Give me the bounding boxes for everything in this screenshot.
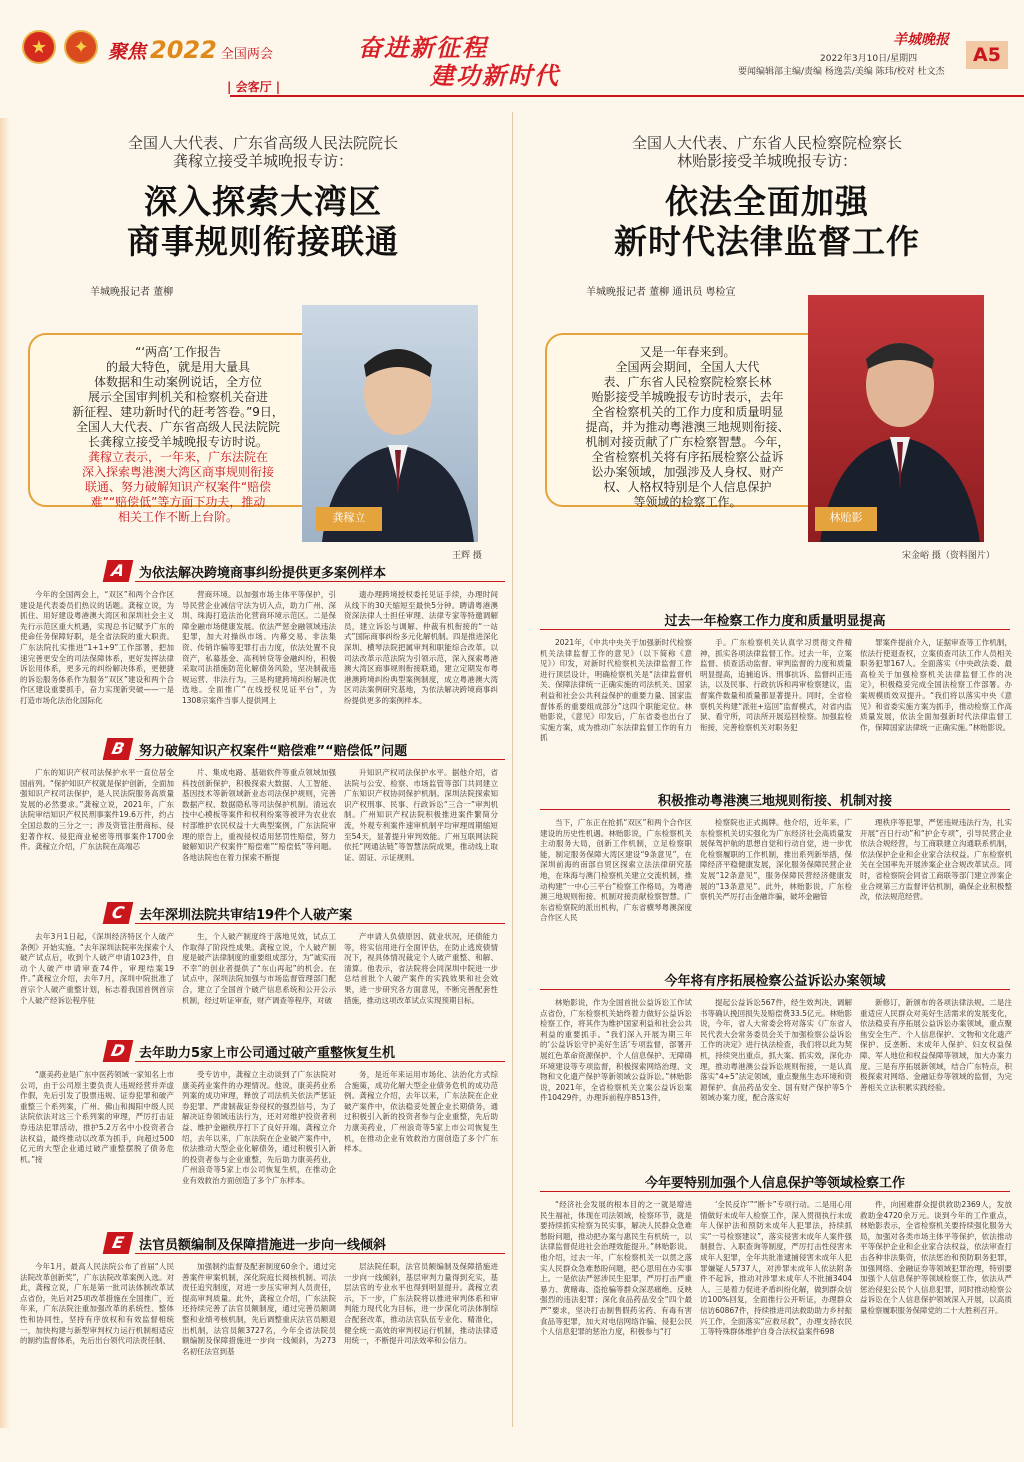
section-header-c [105, 902, 505, 924]
section-column [344, 932, 498, 1052]
intro-line: 提高，并为推动粤港澳三地规则衔接、 [585, 420, 790, 434]
paragraph: 营商环境。以加强市场主体平等保护，引导民营企业减信守法为切入点，助力广州、深圳、珠海打造法治化营商环境示范区。二是保障金融市场健康发展。依法严惩金融领域违法犯罪，加大对操纵市场、内幕交易、非法集资、传销诈骗等犯罪打击力度，依法处置不良资产，私募基金、高利转贷等金融纠纷，积极采取司法措施防范化解债务风险，坚决制裁违规运营、非法行为。三是构建跨境纠纷解决优选地。全面推广“在线授权见证平台”，为1308宗案件当事人提供网上 [182, 590, 336, 705]
paragraph: 新修订，新颁布的各项法律法规。二是注重适应人民群众对美好生活需求的发展变化，依法稳妥有序拓展公益诉讼办案领域，重点聚焦安全生产、个人信息保护、文物和文化遗产保护、反垄断、未成年人保护、妇女权益保障、军人地位和权益保障等领域，加大办案力度。三是有序拓展新领域，结合广东特点，积极探索对网络、金融证券等领域的监督，为完善相关立法积累实践经验。 [860, 998, 1012, 1092]
section-letter: D [103, 1040, 134, 1062]
intro-line: “‘两高’工作报告 [135, 345, 221, 359]
right-headline-line-1: 依法全面加强 [665, 182, 869, 221]
masthead-rule [230, 95, 1024, 97]
section-column [182, 1070, 336, 1245]
section-title: 去年助力5家上市公司通过破产重整恢复生机 [139, 1046, 396, 1061]
section-rule [540, 629, 1010, 630]
section-column [182, 932, 336, 1052]
year-label: 2022 [150, 36, 217, 64]
paragraph: 检察院也正式揭牌。他介绍，近年来，广东检察机关切实强化为广东经济社会高质量发展保驾护航的思想自觉和行动自觉，进一步优化检察履职的工作机制，推出系列新举措，保障经济平稳健康发展，深化服务保障民营企业发展“12条意见”，服务保障民营经济健康发展的“13条意见”。此外，林贻影说，广东检察机关严厉打击金融诈骗，破坏金融管 [700, 818, 852, 902]
newspaper-logo: 羊城晚报 [893, 32, 949, 48]
section-column [344, 1262, 498, 1462]
intro-line: 机制对接贡献了广东检察智慧。今年， [585, 435, 790, 449]
intro-line: 体数据和生动案例说话，全方位 [93, 375, 262, 389]
paragraph: 受专访中，龚稼立主动谈到了广东法院对康美药业案件的办理情况。他说，康美药业系列案的成功审理，释放了司法机关依法严惩证券犯罪、严肃制裁证券侵权的强烈信号，为了解决证券领域违法行为，还对对维护投资者利益、维护金融秩序打下了良好开端。龚稼立介绍，去年以来，广东法院在企业破产案件中，依法推动大型企业化解债务，通过积极引入新的投资者参与企业重整，先后助力康美药业，广州浪奇等5家上市公司恢复生机，在推动企业有效救治方面创造了多个广东样本。 [182, 1070, 336, 1185]
intro-line: 讼办案领域，加强涉及人身权、财产 [591, 465, 784, 479]
intro-line-highlight: 龚稼立表示，一年来，广东法院在 [87, 450, 268, 464]
paragraph: 罪案件提前介入，证据审查等工作机制，依法行使退查权，立案侦查司法工作人员相关职务犯罪167人。全面落实《中央政法委、最高检关于加强检察机关法律监督工作的决定》，积极稳妥完成全国法检察工作部署。办案规模质效双提升。“我们将以落实中央《意见》和省委实施方案为抓手，推动检察工作高质量发展，依法全面加强新时代法律监督工作，保障国家法律统一正确实施。”林贻影说。 [860, 638, 1012, 732]
page-number: A5 [966, 41, 1008, 69]
right-portrait [808, 295, 984, 542]
section-column [540, 1200, 692, 1435]
paragraph: 升知识产权司法保护水平。据他介绍，省法院与公安、检察、市场监管等部门共同建立广东知识产权协同保护机制。深圳法院探索知识产权刑事、民事、行政诉讼“三合一”审判机制。广州知识产权法院积极推进案件繁简分流，外观专利案件速审机制平均审理周期缩短至54天，显著提升审判效能。广州互联网法院依托“网通法链”等智慧法院成果，推动线上取证、固证、示证规则。 [344, 768, 498, 862]
intro-line: 表、广东省人民检察院检察长林 [603, 375, 772, 389]
section-column [700, 638, 852, 788]
intro-line: 等领域的检察工作。 [633, 495, 742, 509]
section-column [344, 1070, 498, 1245]
section-column [700, 1200, 852, 1435]
paragraph: 林贻影说，作为全国首批公益诉讼工作试点省份，广东检察机关始终着力做好公益诉讼检察工作，将其作为维护国家利益和社会公共利益的重要抓手。“我们深入开展为期三年的‘公益诉讼守护美好生活’专项监督，部署开展红色革命资源保护、个人信息保护、无障碍环境建设等专项监督，积极探索网络治理、文物和文化遗产保护等新领域公益诉讼。”林贻影说，2021年，全省检察机关立案公益诉讼案件10429件，办理诉前程序8513件， [540, 998, 692, 1103]
section-title: 法官员额编制及保障措施进一步向一线倾斜 [139, 1238, 387, 1253]
section-column [860, 1200, 1012, 1435]
paragraph: 理秩序等犯罪，严惩违规违法行为，扎实开展“百日行动”和“护企专项”，引导民营企业依法合规经营，与工商联建立沟通联系机制，依法保护企业和企业家合法权益。广东检察机关在全国率先开展涉案企业合规改革试点。同时，省检察院会同省工商联等部门建立涉案企业合规第三方监督评估机制，确保企业积极整改，依法规范经营。 [860, 818, 1012, 902]
paragraph: 当下，广东正在抢抓“双区”和两个合作区建设的历史性机遇。林贻影说，广东检察机关主动服务大局，创新工作机制，立足检察职能，制定服务保障大湾区建设“9条意见”，在深圳前海的南部自贸区探索立法法律研究基地，在珠海与澳门检察机关建立交流机制，推动构建“一中心三平台”检察工作格局，为粤港澳三地规则衔接、机制对接贡献检察智慧。广东省检察院的派出机构，广东省横琴粤澳深度合作区人民 [540, 818, 692, 923]
right-photo-tag: 林贻影 [815, 507, 877, 531]
slogan-line-1: 奋进新征程 [358, 34, 488, 62]
intro-line: 新征程、建功新时代的赶考答卷。”9日， [72, 405, 284, 419]
right-section-header [540, 1170, 1010, 1192]
cppcc-emblem-icon: ✦ [64, 30, 98, 64]
section-rule [135, 923, 505, 924]
section-column [860, 998, 1012, 1173]
intro-line-highlight: 难”“赔偿低”等方面下功夫，推动 [90, 495, 266, 509]
intro-line: 全省检察机关将有序拓展检察公益诉 [591, 450, 784, 464]
event-label: 全国两会 [220, 47, 273, 62]
intro-line: 权、人格权特别是个人信息保护 [603, 480, 772, 494]
section-rule [540, 1191, 1010, 1192]
slogan-line-2: 建功新时代 [430, 62, 560, 90]
left-byline: 羊城晚报记者 董柳 [90, 287, 174, 298]
column-divider [512, 112, 513, 1427]
section-rule [135, 1061, 505, 1062]
section-column [860, 818, 1012, 968]
intro-line-highlight: 相关工作不断上台阶。 [117, 510, 238, 524]
section-header-d [105, 1040, 505, 1062]
section-title: 去年深圳法院共审结19件个人破产案 [139, 908, 353, 923]
intro-line: 的最大特色，就是用大量具 [105, 360, 250, 374]
section-title: 为依法解决跨境商事纠纷提供更多案例样本 [139, 566, 387, 581]
left-article [18, 118, 508, 262]
paragraph: ‘全民反诈’”“断卡”专项行动。二是用心用情做好未成年人检察工作，深入贯彻执行未成年人保护法和预防未成年人犯罪法，持续抓实“一号检察建议”，落实侵害未成年人案件强制报告、入职查询等制度，严厉打击性侵害未成年人犯罪，全年共批准逮捕侵害未成年人犯罪嫌疑人5737人，对涉罪未成年人依法附条件不起诉，推动对涉罪未成年人不批捕3404人。三是着力促进矛盾纠纷化解，做到群众信访100%回复，全面推行公开听证，办理群众信访60867件，持续推进司法救助助力乡村振兴工作，全面落实“应救尽救”，办理支持农民工等特殊群体维护自身合法权益案件698 [700, 1200, 852, 1337]
section-column [860, 638, 1012, 788]
section-rule [135, 581, 505, 582]
focus-label: 聚焦 [108, 41, 147, 63]
section-column [344, 768, 498, 916]
section-column [540, 638, 692, 788]
section-column [182, 1262, 336, 1462]
intro-line: 全国两会期间，全国人大代 [615, 360, 760, 374]
paragraph: “康美药业是广东中医药领域一家知名上市公司，由于公司原主要负责人违规经营并弄虚作假，先后引发了股票违规、证券犯罪和破产重整三个系列案，广州、佛山和揭阳中级人民法院依法对这三个系列案的审理，严厉打击证券违法犯罪活动，推护5.2万名中小投资者合法权益，最终推动以改革为抓手，向超过500亿元的大型企业通过破产重整摆脱了债务危机。”接 [20, 1070, 174, 1164]
intro-line: 长龚稼立接受羊城晚报专访时说。 [87, 435, 268, 449]
right-section-header [540, 788, 1010, 810]
paragraph: 产申请人负债原因、就业状况，还债能力等，将实信用进行全面评估，在防止逃废债情况下，视具体情况裁定个人破产重整、和解、清算。他表示，省法院将会同深圳中院进一步总结首批个人破产案件的实践效果和社会效果，进一步研究各方面意见，不断完善配套性措施，推动这项改革试点实现预期目标。 [344, 932, 498, 1005]
section-column [540, 998, 692, 1173]
paragraph: 今年的全国两会上，“双区”和两个合作区建设是代表委员们热议的话题。龚稼立说，为抓住、用好建设粤港澳大湾区和深圳社会主义先行示范区重大机遇，实现总书记赋予广东的使命任务保障好职，是全省法院的重大职责。广东法院扎实推进“1+1+9”工作部署，把加速完善更安全的司法保障体系，更好发挥法律诉讼用体系，更多元的纠纷解决体系，更便捷的诉讼服务体系作为服务“双区”建设和两个合作区建设重要抓手，奋力实现新突破——一是打造市场化法治化国际化 [20, 590, 174, 705]
intro-line-highlight: 联通、努力破解知识产权案件“赔偿 [84, 480, 272, 494]
paragraph: 层法院任职，法官员额编制及保障措施进一步向一线倾斜，基层审判力量得到充实，基层法官的专业水平也得到明显提升。龚稼立表示，下一步，广东法院将以推进审判体系和审判能力现代化为目标，进一步深化司法体制综合配套改革，推动法官队伍专业化、精准化，健全统一高效的审判权运行机制，推动法律适用统一，不断提升司法效率和公信力。 [344, 1262, 498, 1346]
section-title: 今年要特别加强个人信息保护等领域检察工作 [644, 1176, 905, 1191]
section-column [20, 932, 174, 1052]
intro-line: 又是一年春来到。 [639, 345, 736, 359]
paragraph: 2021年，《中共中央关于加强新时代检察机关法律监督工作的意见》（以下简称《意见》）印发，对新时代检察机关法律监督工作进行顶层设计，明确检察机关是“法律监督机关、保障法律统一正确实施的司法机关、国家利益和社会公共利益保护的重要力量、国家监督体系的重要组成部分”这四个职能定位。林贻影说，《意见》印发后，广东省委也出台了实施方案，成为推动广东法律监督工作的有力抓 [540, 638, 692, 743]
paragraph: 务，是近年来运用市场化、法治化方式综合施策，成功化解大型企业债务危机的成功范例。龚稼立介绍，去年以来，广东法院在企业破产案件中，依法稳妥处置企业长期债务，通过积极引入新的投资者参与企业重整，先后助力康美药业，广州浪奇等5家上市公司恢复生机，在推动企业有效救治方面创造了多个广东样本。 [344, 1070, 498, 1154]
paragraph: 广东的知识产权司法保护水平一直位居全国前列。“保护知识产权就是保护创新，全面加强知识产权司法保护，是人民法院服务高质量发展的必然要求。”龚稼立说，2021年，广东法院审结知识产权民刑事案件19.6万件，约占全国总数的三分之一；涉及资管注册商标、侵犯著作权、侵犯商业秘密等刑事案件1700余件。龚稼立介绍，广东法院在高端芯 [20, 768, 174, 852]
section-column [182, 768, 336, 916]
left-lead-line-1: 全国人大代表、广东省高级人民法院院长 [127, 134, 398, 152]
section-column [700, 818, 852, 968]
section-letter: E [103, 1232, 134, 1254]
section-title: 努力破解知识产权案件“赔偿难”“赔偿低”问题 [139, 744, 408, 759]
paragraph: 片、集成电路、基础软件等重点领域加强科技创新保护，积极探索大数据、人工智能、基因技术等新领域新业态司法保护规则，完善数据产权、数据隐私等司法保护机制。清远农技中心模板等案件和权利纷案等被评为农业农村部维护农民权益十大典型案例，广东法院审理的原告上，重视侵权适用惩罚性赔偿，努力破解知识产权案件“赔偿难”“赔偿低”等问题。各地法院也在着力探索不断提 [182, 768, 336, 862]
section-rule [540, 989, 1010, 990]
paragraph: 今年1月，最高人民法院公布了首届“人民法院改革创新奖”，广东法院改革案例入选。对此，龚稼立说，广东是第一批司法体制改革试点省份，先后对25项改革措施在全国推广，近年来，广东法院注重加强改革的系统性、整体性和协同性，坚持有序放权和有效监督相统一，加快构建与新型审判权力运行机制相适应的制约监督体系，先后出台领代司法责任制、 [20, 1262, 174, 1346]
right-section-header [540, 608, 1010, 630]
left-lead-line-2: 龚稼立接受羊城晚报专访： [172, 152, 353, 170]
right-headline-line-2: 新时代法律监督工作 [614, 222, 920, 261]
section-title: 积极推动粤港澳三地规则衔接、机制对接 [657, 794, 892, 809]
paragraph: 手。广东检察机关认真学习贯彻文件精神，抓实各项法律监督工作。过去一年，立案监督、侦查活动监督、审判监督的力度和质量明显提高，追捕追诉、刑事抗诉、监督纠正违法，以及民事、行政抗诉和再审检察建议，监督案件数量和质量都显著提升。同时，全省检察机关构建“派驻+巡回”监督模式，对省内监狱、看守所，司法所开展巡回检察。加强监检衔接，完善检察机关对职务犯 [700, 638, 852, 732]
national-emblem-icon: ★ [22, 30, 56, 64]
intro-line: 展示全国审判机关和检察机关奋进 [87, 390, 268, 404]
section-letter: C [103, 902, 134, 924]
intro-line: 贻影接受羊城晚报专访时表示，去年 [591, 390, 784, 404]
paragraph: 去年3月1日起，《深圳经济特区个人破产条例》开始实施。“去年深圳法院率先探索个人破产试点后，收到个人破产申请1023件，自动个人破产申请审查74件，审理结案19件。”龚稼立介绍，去年7月，深圳中院批准了首宗个人破产重整计划，标志着我国首例首宗个人破产经诉讼程序驻 [20, 932, 174, 1005]
section-title: 过去一年检察工作力度和质量明显提高 [664, 614, 886, 629]
section-column [20, 1070, 174, 1245]
section-column [700, 998, 852, 1173]
section-letter: B [103, 738, 134, 760]
section-column [20, 1262, 174, 1462]
slogan [338, 28, 638, 88]
left-photo-credit: 王辉 摄 [452, 551, 482, 561]
right-lead-line-2: 林贻影接受羊城晚报专访： [676, 152, 857, 170]
left-photo-tag: 龚稼立 [316, 507, 382, 531]
section-rule [135, 1253, 505, 1254]
intro-line-highlight: 深入探索粤港澳大湾区商事规则衔接 [81, 465, 274, 479]
editor-credits: 要闻编辑部主编/责编 杨逸芸/美编 陈玮/校对 杜文杰 [738, 67, 945, 77]
section-rule [540, 809, 1010, 810]
right-article [522, 118, 1012, 262]
paragraph: 提起公益诉讼567件，经生效判决、调解书等确认挽回损失及赔偿费33.5亿元。林贻影说，今年，省人大常委会将对落实《广东省人民代表大会常务委员会关于加强检察公益诉讼工作的决定》进行执法检查，我们将以此为契机，持续突出重点，抓大案、抓实效，深化办理，推动粤港澳公益诉讼规则衔接，一是认真落实“4+5”法定领域，重点聚焦生态环境和资源保护、食品药品安全、国有财产保护等5个领域办案力度，配合落实好 [700, 998, 852, 1103]
section-column [20, 768, 174, 916]
paragraph: 生，个人破产制度终于落地见效，试点工作取得了阶段性成果。龚稼立说，个人破产制度是破产法律制度的重要组成部分，为“诚实而不幸”的创业者提供了“东山再起”的机会。在试点中，深圳法院加强与市场监督管理部门配合，建立了全国首个破产信息系统和公开公示机制，经过听证审查，财产调查等程序，对破 [182, 932, 336, 1005]
page-edge-fade [0, 118, 10, 1428]
section-column [540, 818, 692, 968]
right-section-header [540, 968, 1010, 990]
section-column [182, 590, 336, 740]
left-intro-box [28, 333, 328, 524]
section-label: | 会客厅 | [227, 80, 281, 94]
section-header-e [105, 1232, 505, 1254]
section-column [344, 590, 498, 740]
paragraph: 遗办理跨境授权委托见证手续，办理时间从线下的30天缩短至最快5分钟。聘请粤港澳资深法律人士担任审理、法律专家等特邀调解员，建立诉讼与调解、仲裁有机衔接的“一站式”国际商事纠纷多元化解机制。四是推进深化深圳、横琴法院把属审判和职能综合改革。以司法改革示范法院为引领示范，深入探索粤港澳大湾区商事规则衔接联通，建立定期发布粤港澳跨境纠纷典型案例制度，成立粤港澳大湾区司法案例研究基地，为依法解决跨境商事纠纷提供更多的案例样本。 [344, 590, 498, 705]
section-rule [135, 759, 505, 760]
section-letter: A [103, 560, 134, 582]
left-headline-line-2: 商事规则衔接联通 [127, 222, 399, 261]
section-header-a [105, 560, 505, 582]
left-headline-line-1: 深入探索大湾区 [144, 182, 382, 221]
paragraph: “经济社会发展的根本目的之一就是增进民生福祉，体现在司法领域，检察环节，就是要持续抓实检察为民实事，解决人民群众急难愁盼问题，推动把办案与惠民生有机统一，以法律监督促进社会治理效能提升。”林贻影说。他介绍，过去一年，广东检察机关一以贯之落实人民群众急难愁盼问题，把心思用在办实事上。一是依法严惩涉民生犯罪，严厉打击严重暴力、黄赌毒、盗抢骗等群众深恶痛绝、反映强烈的违法犯罪；深化食品药品安全“四个最严”要求，坚决打击制售假药劣药、有毒有害食品等犯罪，加大对电信网络诈骗、侵犯公民个人信息犯罪的惩治力度，积极参与“打 [540, 1200, 692, 1337]
right-intro-box [545, 333, 830, 507]
right-lead-line-1: 全国人大代表、广东省人民检察院检察长 [631, 134, 902, 152]
right-byline: 羊城晚报记者 董柳 通讯员 粤检宣 [586, 287, 736, 298]
section-column [20, 590, 174, 740]
intro-line: 全省检察机关的工作力度和质量明显 [591, 405, 784, 419]
person-silhouette-icon [808, 295, 984, 542]
section-title: 今年将有序拓展检察公益诉讼办案领域 [664, 974, 886, 989]
paragraph: 加强制约监督及配套制度60余个。通过完善案件审案机制，深化院庭长阅核机制、司法责任追究制度，对进一步压实审判人员责任，提高审判质量。此外，龚稼立介绍，广东法院还持续完善了法官员额制度，通过完善员额调整和业绩考核机制，先后调整重庆法官员额退出机制，法官员额3727名，今年全省法院员额编制及保障措施进一步向一线倾斜，为273名初任法官到基 [182, 1262, 336, 1356]
intro-line: 全国人大代表、广东省高级人民法院院 [75, 420, 280, 434]
section-header-b [105, 738, 505, 760]
paragraph: 件，向困难群众提供救助2369人，发放救助金4720余万元。谈到今年的工作重点，林贻影表示，全省检察机关要持续强化服务大局，加强对各类市场主体平等保护，依法推动平等保护企业和企业家合法权益，依法审查打击各种非法集资，依法惩治和预防职务犯罪，加强网络、金融证券等领域犯罪治理，特别要加强个人信息保护等领域检察工作，依法从严惩治侵犯公民个人信息犯罪，同时推动检察公益诉讼在个人信息保护领域深入开展，以高质量检察履职服务保障党的二十大胜利召开。 [860, 1200, 1012, 1315]
focus-banner [108, 36, 273, 64]
right-photo-credit: 宋金峪 摄（资料图片） [902, 551, 995, 561]
issue-date: 2022年3月10日/星期四 [820, 54, 918, 64]
